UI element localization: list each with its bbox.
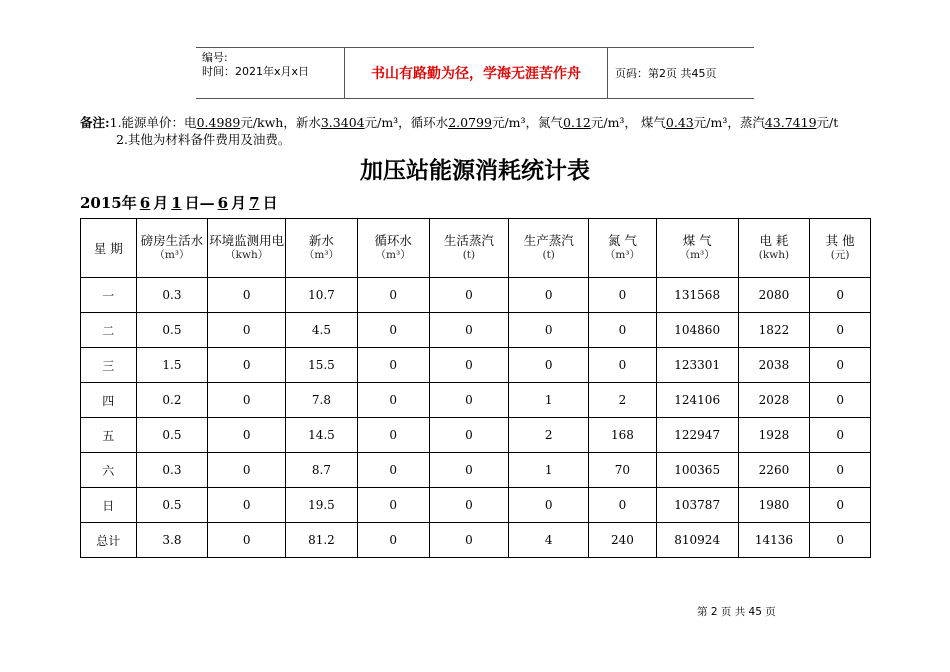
table-cell: 70 — [589, 453, 657, 488]
table-cell: 0.3 — [136, 453, 208, 488]
column-header-label: 电 耗 — [759, 233, 789, 248]
time-label: 时间：2021年x月x日 — [202, 65, 310, 78]
column-header-unit: （m³） — [604, 249, 641, 261]
column-header-unit: (t) — [542, 249, 555, 261]
table-cell: 14136 — [738, 523, 810, 558]
table-cell: 0 — [509, 488, 589, 523]
table-cell: 0 — [589, 313, 657, 348]
table-cell: 0 — [810, 523, 871, 558]
table-row — [81, 278, 871, 313]
notes-prefix: 1.能源单价：电 — [109, 115, 197, 130]
table-row — [81, 418, 871, 453]
table-cell: 0 — [810, 348, 871, 383]
end-day: 7 — [249, 194, 260, 212]
column-header-label: 循环水 — [374, 233, 412, 248]
table-cell: 15.5 — [286, 348, 358, 383]
table-cell: 0 — [429, 523, 509, 558]
table-cell: 0 — [357, 313, 429, 348]
table-cell: 0 — [208, 313, 286, 348]
water-price: 3.3404 — [320, 115, 365, 130]
row-label-cell: 五 — [81, 418, 137, 453]
header-page-label: 页码：第2页 共45页 — [615, 67, 717, 80]
row-label-cell: 三 — [81, 348, 137, 383]
table-cell: 1928 — [738, 418, 810, 453]
row-label-cell: 一 — [81, 278, 137, 313]
table-row — [81, 453, 871, 488]
row-label-cell: 四 — [81, 383, 137, 418]
column-header-unit: （m³） — [679, 249, 715, 261]
table-cell: 1.5 — [136, 348, 208, 383]
table-cell: 8.7 — [286, 453, 358, 488]
table-cell: 4.5 — [286, 313, 358, 348]
column-header-unit: （kwh） — [225, 249, 269, 261]
column-header-label: 氮 气 — [607, 233, 637, 248]
table-cell: 0 — [429, 418, 509, 453]
table-cell: 0 — [208, 383, 286, 418]
column-header-label: 生活蒸汽 — [443, 233, 494, 248]
column-header-unit: （m³） — [375, 249, 411, 261]
notes — [80, 114, 838, 148]
table-cell: 4 — [509, 523, 589, 558]
table-cell: 0 — [589, 488, 657, 523]
electricity-unit: 元/kwh，新水 — [240, 115, 321, 130]
table-cell: 0 — [357, 453, 429, 488]
nitrogen-price: 0.12 — [563, 115, 591, 130]
table-cell: 240 — [589, 523, 657, 558]
column-header — [810, 219, 871, 278]
table-cell: 1822 — [738, 313, 810, 348]
end-month: 6 — [217, 194, 229, 212]
table-cell: 0 — [589, 278, 657, 313]
table-cell: 19.5 — [286, 488, 358, 523]
notes-label: 备注: — [80, 115, 110, 130]
nitrogen-unit: 元/m³， 煤气 — [590, 115, 666, 130]
table-cell: 1 — [509, 453, 589, 488]
steam-unit: 元/t — [816, 115, 839, 130]
column-header-label: 煤 气 — [682, 233, 712, 248]
row-label-cell: 二 — [81, 313, 137, 348]
column-header — [429, 219, 509, 278]
table-cell: 2038 — [738, 348, 810, 383]
year-suffix: 年 — [121, 194, 137, 212]
table-cell: 0 — [810, 418, 871, 453]
table-cell: 0 — [810, 383, 871, 418]
table-row — [81, 348, 871, 383]
table-cell: 0 — [429, 488, 509, 523]
table-header-row — [81, 219, 871, 278]
table-cell: 0 — [810, 313, 871, 348]
year: 2015 — [80, 194, 122, 212]
row-label-cell: 日 — [81, 488, 137, 523]
table-cell: 0 — [208, 453, 286, 488]
table-cell: 0 — [810, 488, 871, 523]
table-cell: 3.8 — [136, 523, 208, 558]
table-cell: 0 — [357, 418, 429, 453]
table-body — [81, 278, 871, 558]
gas-unit: 元/m³，蒸汽 — [693, 115, 765, 130]
table-row — [81, 383, 871, 418]
table-cell: 0 — [429, 278, 509, 313]
energy-consumption-table — [80, 218, 871, 558]
table-cell: 0 — [357, 348, 429, 383]
column-header — [738, 219, 810, 278]
table-cell: 0 — [810, 278, 871, 313]
column-header — [509, 219, 589, 278]
column-header-unit: (kwh) — [758, 249, 790, 261]
column-header-label: 星 期 — [93, 240, 123, 256]
table-cell: 0 — [208, 418, 286, 453]
table-cell: 131568 — [656, 278, 738, 313]
table-cell: 0 — [357, 278, 429, 313]
circ-water-price: 2.0799 — [448, 115, 492, 130]
table-cell: 81.2 — [286, 523, 358, 558]
document-header — [196, 47, 754, 99]
column-header-label: 生产蒸汽 — [523, 233, 574, 248]
table-cell: 0 — [589, 348, 657, 383]
table-cell: 0.5 — [136, 488, 208, 523]
table-cell: 124106 — [656, 383, 738, 418]
column-header-label: 磅房生活水 — [140, 233, 204, 248]
start-month-label: 月 — [153, 194, 169, 212]
column-header-label: 环境监测用电 — [209, 233, 285, 248]
column-header-unit: （m³） — [154, 249, 190, 261]
table-cell: 2 — [589, 383, 657, 418]
table-cell: 0 — [208, 523, 286, 558]
column-header-label: 新水 — [308, 233, 334, 248]
table-cell: 0.2 — [136, 383, 208, 418]
header-meta — [196, 48, 345, 98]
column-header-unit: (t) — [462, 249, 476, 261]
table-cell: 103787 — [656, 488, 738, 523]
table-cell: 0.3 — [136, 278, 208, 313]
notes-line-1 — [80, 114, 838, 131]
table-cell: 0 — [429, 348, 509, 383]
water-unit: 元/m³，循环水 — [364, 115, 449, 130]
end-month-label: 月 — [231, 194, 247, 212]
row-label-cell: 总计 — [81, 523, 137, 558]
table-cell: 168 — [589, 418, 657, 453]
column-header-unit: （m³） — [303, 249, 339, 261]
column-header — [81, 219, 137, 278]
table-cell: 0 — [429, 313, 509, 348]
table-cell: 0.5 — [136, 418, 208, 453]
table-cell: 10.7 — [286, 278, 358, 313]
table-cell: 100365 — [656, 453, 738, 488]
table-cell: 0 — [357, 488, 429, 523]
table-row — [81, 523, 871, 558]
column-header — [136, 219, 208, 278]
table-cell: 7.8 — [286, 383, 358, 418]
page-footer: 第 2 页 共 45 页 — [697, 606, 776, 618]
row-label-cell: 六 — [81, 453, 137, 488]
table-cell: 810924 — [656, 523, 738, 558]
table-cell: 0 — [429, 453, 509, 488]
table-cell: 1 — [509, 383, 589, 418]
notes-line-2: 2.其他为材料备件费用及油费。 — [116, 132, 291, 147]
column-header — [208, 219, 286, 278]
table-row — [81, 488, 871, 523]
table-cell: 0 — [357, 523, 429, 558]
table-cell: 0 — [208, 348, 286, 383]
table-cell: 2028 — [738, 383, 810, 418]
table-cell: 0 — [509, 313, 589, 348]
column-header — [589, 219, 657, 278]
header-motto: 书山有路勤为径，学海无涯苦作舟 — [345, 48, 608, 98]
column-header — [286, 219, 358, 278]
table-cell: 14.5 — [286, 418, 358, 453]
column-header-label: 其 他 — [825, 233, 855, 248]
table-row — [81, 313, 871, 348]
table-cell: 0 — [357, 383, 429, 418]
page-title: 加压站能源消耗统计表 — [360, 158, 590, 184]
table-cell: 2260 — [738, 453, 810, 488]
start-day: 1 — [171, 194, 182, 212]
day-dash: 日— — [184, 194, 215, 212]
table-cell: 0 — [509, 348, 589, 383]
gas-price: 0.43 — [665, 115, 694, 130]
circ-water-unit: 元/m³，氮气 — [491, 115, 564, 130]
steam-price: 43.7419 — [764, 115, 817, 130]
table-cell: 122947 — [656, 418, 738, 453]
table-cell: 0 — [429, 383, 509, 418]
table-cell: 0 — [208, 278, 286, 313]
table-cell: 0.5 — [136, 313, 208, 348]
end-day-label: 日 — [262, 194, 278, 212]
table-cell: 0 — [208, 488, 286, 523]
column-header — [357, 219, 429, 278]
column-header — [656, 219, 738, 278]
number-label: 编号: — [202, 51, 228, 64]
column-header-unit: (元) — [830, 249, 850, 261]
date-range — [80, 192, 278, 213]
table-cell: 2080 — [738, 278, 810, 313]
table-cell: 0 — [509, 278, 589, 313]
table-cell: 1980 — [738, 488, 810, 523]
table-cell: 0 — [810, 453, 871, 488]
table-cell: 123301 — [656, 348, 738, 383]
electricity-price: 0.4989 — [196, 115, 241, 130]
table-cell: 104860 — [656, 313, 738, 348]
table-cell: 2 — [509, 418, 589, 453]
start-month: 6 — [139, 194, 151, 212]
